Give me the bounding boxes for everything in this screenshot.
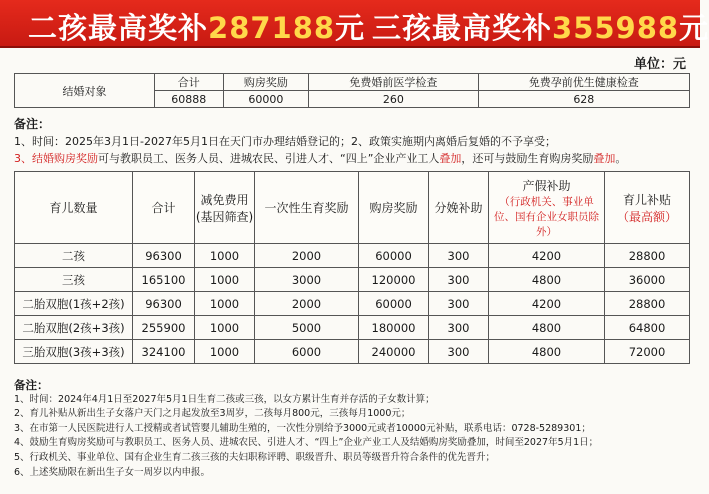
cell-total: 96300	[133, 244, 195, 268]
cell-one-time: 2000	[255, 292, 359, 316]
table-row	[15, 268, 690, 292]
header-one-time-reward: 一次性生育奖励	[255, 172, 359, 244]
table-row	[15, 340, 690, 364]
cell-housing: 180000	[359, 316, 429, 340]
header-total: 合计	[133, 172, 195, 244]
third-child-max-amount: 355988	[552, 11, 680, 45]
cell-fee: 1000	[195, 268, 255, 292]
cell-leave: 4800	[489, 268, 605, 292]
cell-leave: 4200	[489, 244, 605, 268]
birth-note-4: 4、鼓励生育购房奖励可与教职员工、医务人员、进城农民、引进人才、“四上”企业产业工人及结婚购房奖励叠加，时间至2027年5月1日；	[14, 437, 599, 449]
second-child-max-amount: 287188	[208, 11, 336, 45]
birth-notes-title: 备注：	[14, 378, 49, 392]
cell-total: 165100	[133, 268, 195, 292]
unit-label: 单位：元	[633, 57, 686, 72]
third-child-max-subsidy: 三孩最高奖补355988元	[372, 11, 709, 45]
marriage-subsidy-table	[14, 73, 690, 108]
birth-notes	[14, 378, 700, 480]
cell-childcare: 72000	[605, 340, 690, 364]
row-label: 二胎双胞(2孩+3孩)	[15, 316, 133, 340]
marriage-header-premarital-check: 免费婚前医学检查	[309, 74, 478, 91]
header-maternity-leave-subsidy: 产假补助 （行政机关、事业单位、国有企业女职员除外）	[489, 172, 605, 244]
table-row	[15, 292, 690, 316]
cell-delivery: 300	[429, 268, 489, 292]
cell-delivery: 300	[429, 292, 489, 316]
marriage-row-header: 结婚对象	[15, 74, 155, 108]
header-childcare-subsidy: 育儿补贴 （最高额）	[605, 172, 690, 244]
cell-fee: 1000	[195, 244, 255, 268]
marriage-note-3: 3、结婚购房奖励可与教职员工、医务人员、进城农民、引进人才、“四上”企业产业工人叠加，还可与鼓励生育购房奖励叠加。	[14, 152, 627, 165]
cell-delivery: 300	[429, 316, 489, 340]
cell-childcare: 28800	[605, 292, 690, 316]
cell-fee: 1000	[195, 340, 255, 364]
cell-housing: 120000	[359, 268, 429, 292]
birth-note-5: 5、行政机关、事业单位、国有企业生育二孩三孩的夫妇职称评聘、职级晋升、职员等级晋升符合条件的优先晋升；	[14, 451, 496, 463]
cell-leave: 4800	[489, 340, 605, 364]
cell-total: 324100	[133, 340, 195, 364]
second-child-max-subsidy: 二孩最高奖补287188元	[28, 11, 366, 45]
cell-housing: 60000	[359, 292, 429, 316]
marriage-header-total: 合计	[155, 74, 224, 91]
cell-total: 96300	[133, 292, 195, 316]
cell-housing: 240000	[359, 340, 429, 364]
marriage-notes-title: 备注：	[14, 117, 51, 131]
cell-fee: 1000	[195, 316, 255, 340]
row-label: 二孩	[15, 244, 133, 268]
marriage-note-1: 1、时间：2025年3月1日-2027年5月1日在天门市办理结婚登记的；2、政策实施期内离婚后复婚的不予享受；	[14, 135, 556, 148]
birth-note-2: 2、育儿补贴从新出生子女落户天门之月起发放至3周岁，二孩每月800元，三孩每月1000元；	[14, 408, 411, 420]
header-housing-reward: 购房奖励	[359, 172, 429, 244]
birth-note-6: 6、上述奖励限在新出生子女一周岁以内申报。	[14, 466, 211, 478]
cell-leave: 4800	[489, 316, 605, 340]
cell-one-time: 5000	[255, 316, 359, 340]
marriage-value-premarital-check: 260	[309, 91, 478, 108]
table-row	[15, 316, 690, 340]
cell-childcare: 36000	[605, 268, 690, 292]
marriage-value-prepregnancy-check: 628	[478, 91, 689, 108]
row-label: 三孩	[15, 268, 133, 292]
marriage-header-housing: 购房奖励	[223, 74, 309, 91]
header-child-count: 育儿数量	[15, 172, 133, 244]
cell-delivery: 300	[429, 244, 489, 268]
cell-housing: 60000	[359, 244, 429, 268]
marriage-value-housing: 60000	[223, 91, 309, 108]
header-banner	[0, 0, 709, 48]
cell-total: 255900	[133, 316, 195, 340]
table-row	[15, 244, 690, 268]
cell-fee: 1000	[195, 292, 255, 316]
header-delivery-subsidy: 分娩补助	[429, 172, 489, 244]
cell-delivery: 300	[429, 340, 489, 364]
cell-one-time: 3000	[255, 268, 359, 292]
marriage-notes	[14, 116, 694, 167]
cell-one-time: 2000	[255, 244, 359, 268]
cell-childcare: 64800	[605, 316, 690, 340]
row-label: 三胎双胞(3孩+3孩)	[15, 340, 133, 364]
cell-childcare: 28800	[605, 244, 690, 268]
birth-subsidy-table	[14, 171, 690, 364]
birth-note-3: 3、在市第一人民医院进行人工授精或者试管婴儿辅助生殖的，一次性分别给予3000元或者10000元补贴，联系电话：0728-5289301；	[14, 422, 591, 434]
header-fee-waiver: 减免费用 (基因筛查)	[195, 172, 255, 244]
marriage-value-total: 60888	[155, 91, 224, 108]
cell-leave: 4200	[489, 292, 605, 316]
row-label: 二胎双胞(1孩+2孩)	[15, 292, 133, 316]
marriage-header-prepregnancy-check: 免费孕前优生健康检查	[478, 74, 689, 91]
cell-one-time: 6000	[255, 340, 359, 364]
birth-note-1: 1、时间：2024年4月1日至2027年5月1日生育二孩或三孩，以女方累计生育并存活的子女数计算；	[14, 393, 435, 405]
